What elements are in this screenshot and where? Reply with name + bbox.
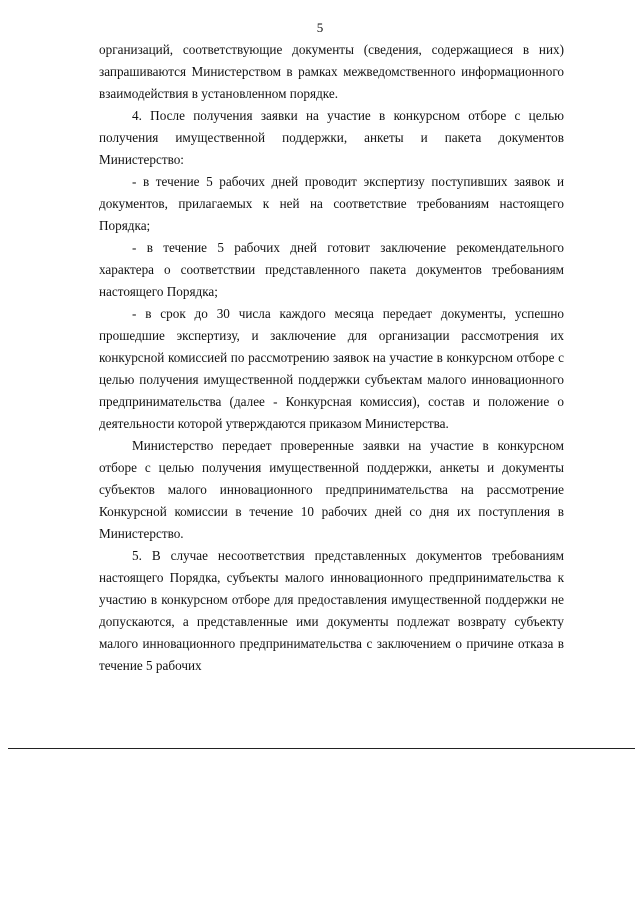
document-body [99, 39, 564, 677]
list-item-expertise: - в течение 5 рабочих дней проводит экспертизу поступивших заявок и документов, прилагаемых к ней на соответствие требованиям настоящего Порядка; [99, 174, 564, 233]
paragraph-clause-4: 4. После получения заявки на участие в конкурсном отборе с целью получения имущественной поддержки, анкеты и пакета документов Министерство: [99, 108, 564, 167]
footer-divider [8, 748, 635, 749]
list-item-transfer-documents: - в срок до 30 числа каждого месяца передает документы, успешно прошедшие экспертизу, и заключение для организации рассмотрения их конкурсной комиссией по рассмотрению заявок на участие в конкурсном отборе с целью получения имущественной поддержки субъектам малого инновационного предпринимательства (далее - Конкурсная комиссия), состав и положение о деятельности которой утверждаются приказом Министерства. [99, 306, 564, 431]
paragraph-interagency-request: организаций, соответствующие документы (сведения, содержащиеся в них) запрашиваются Министерством в рамках межведомственного информационного взаимодействия в установленном порядке. [99, 42, 564, 101]
paragraph-ministry-transfer: Министерство передает проверенные заявки на участие в конкурсном отборе с целью получения имущественной поддержки, анкеты и документы субъектов малого инновационного предпринимательства на рассмотрение Конкурсной комиссии в течение 10 рабочих дней со дня их поступления в Министерство. [99, 438, 564, 541]
paragraph-clause-5: 5. В случае несоответствия представленных документов требованиям настоящего Порядка, субъекты малого инновационного предпринимательства к участию в конкурсном отборе для предоставления имущественной поддержки не допускаются, а представленные ими документы подлежат возврату субъекту малого инновационного предпринимательства с заключением о причине отказа в течение 5 рабочих [99, 548, 564, 673]
list-item-conclusion: - в течение 5 рабочих дней готовит заключение рекомендательного характера о соответствии представленного пакета документов требованиям настоящего Порядка; [99, 240, 564, 299]
page-number: 5 [316, 20, 324, 35]
